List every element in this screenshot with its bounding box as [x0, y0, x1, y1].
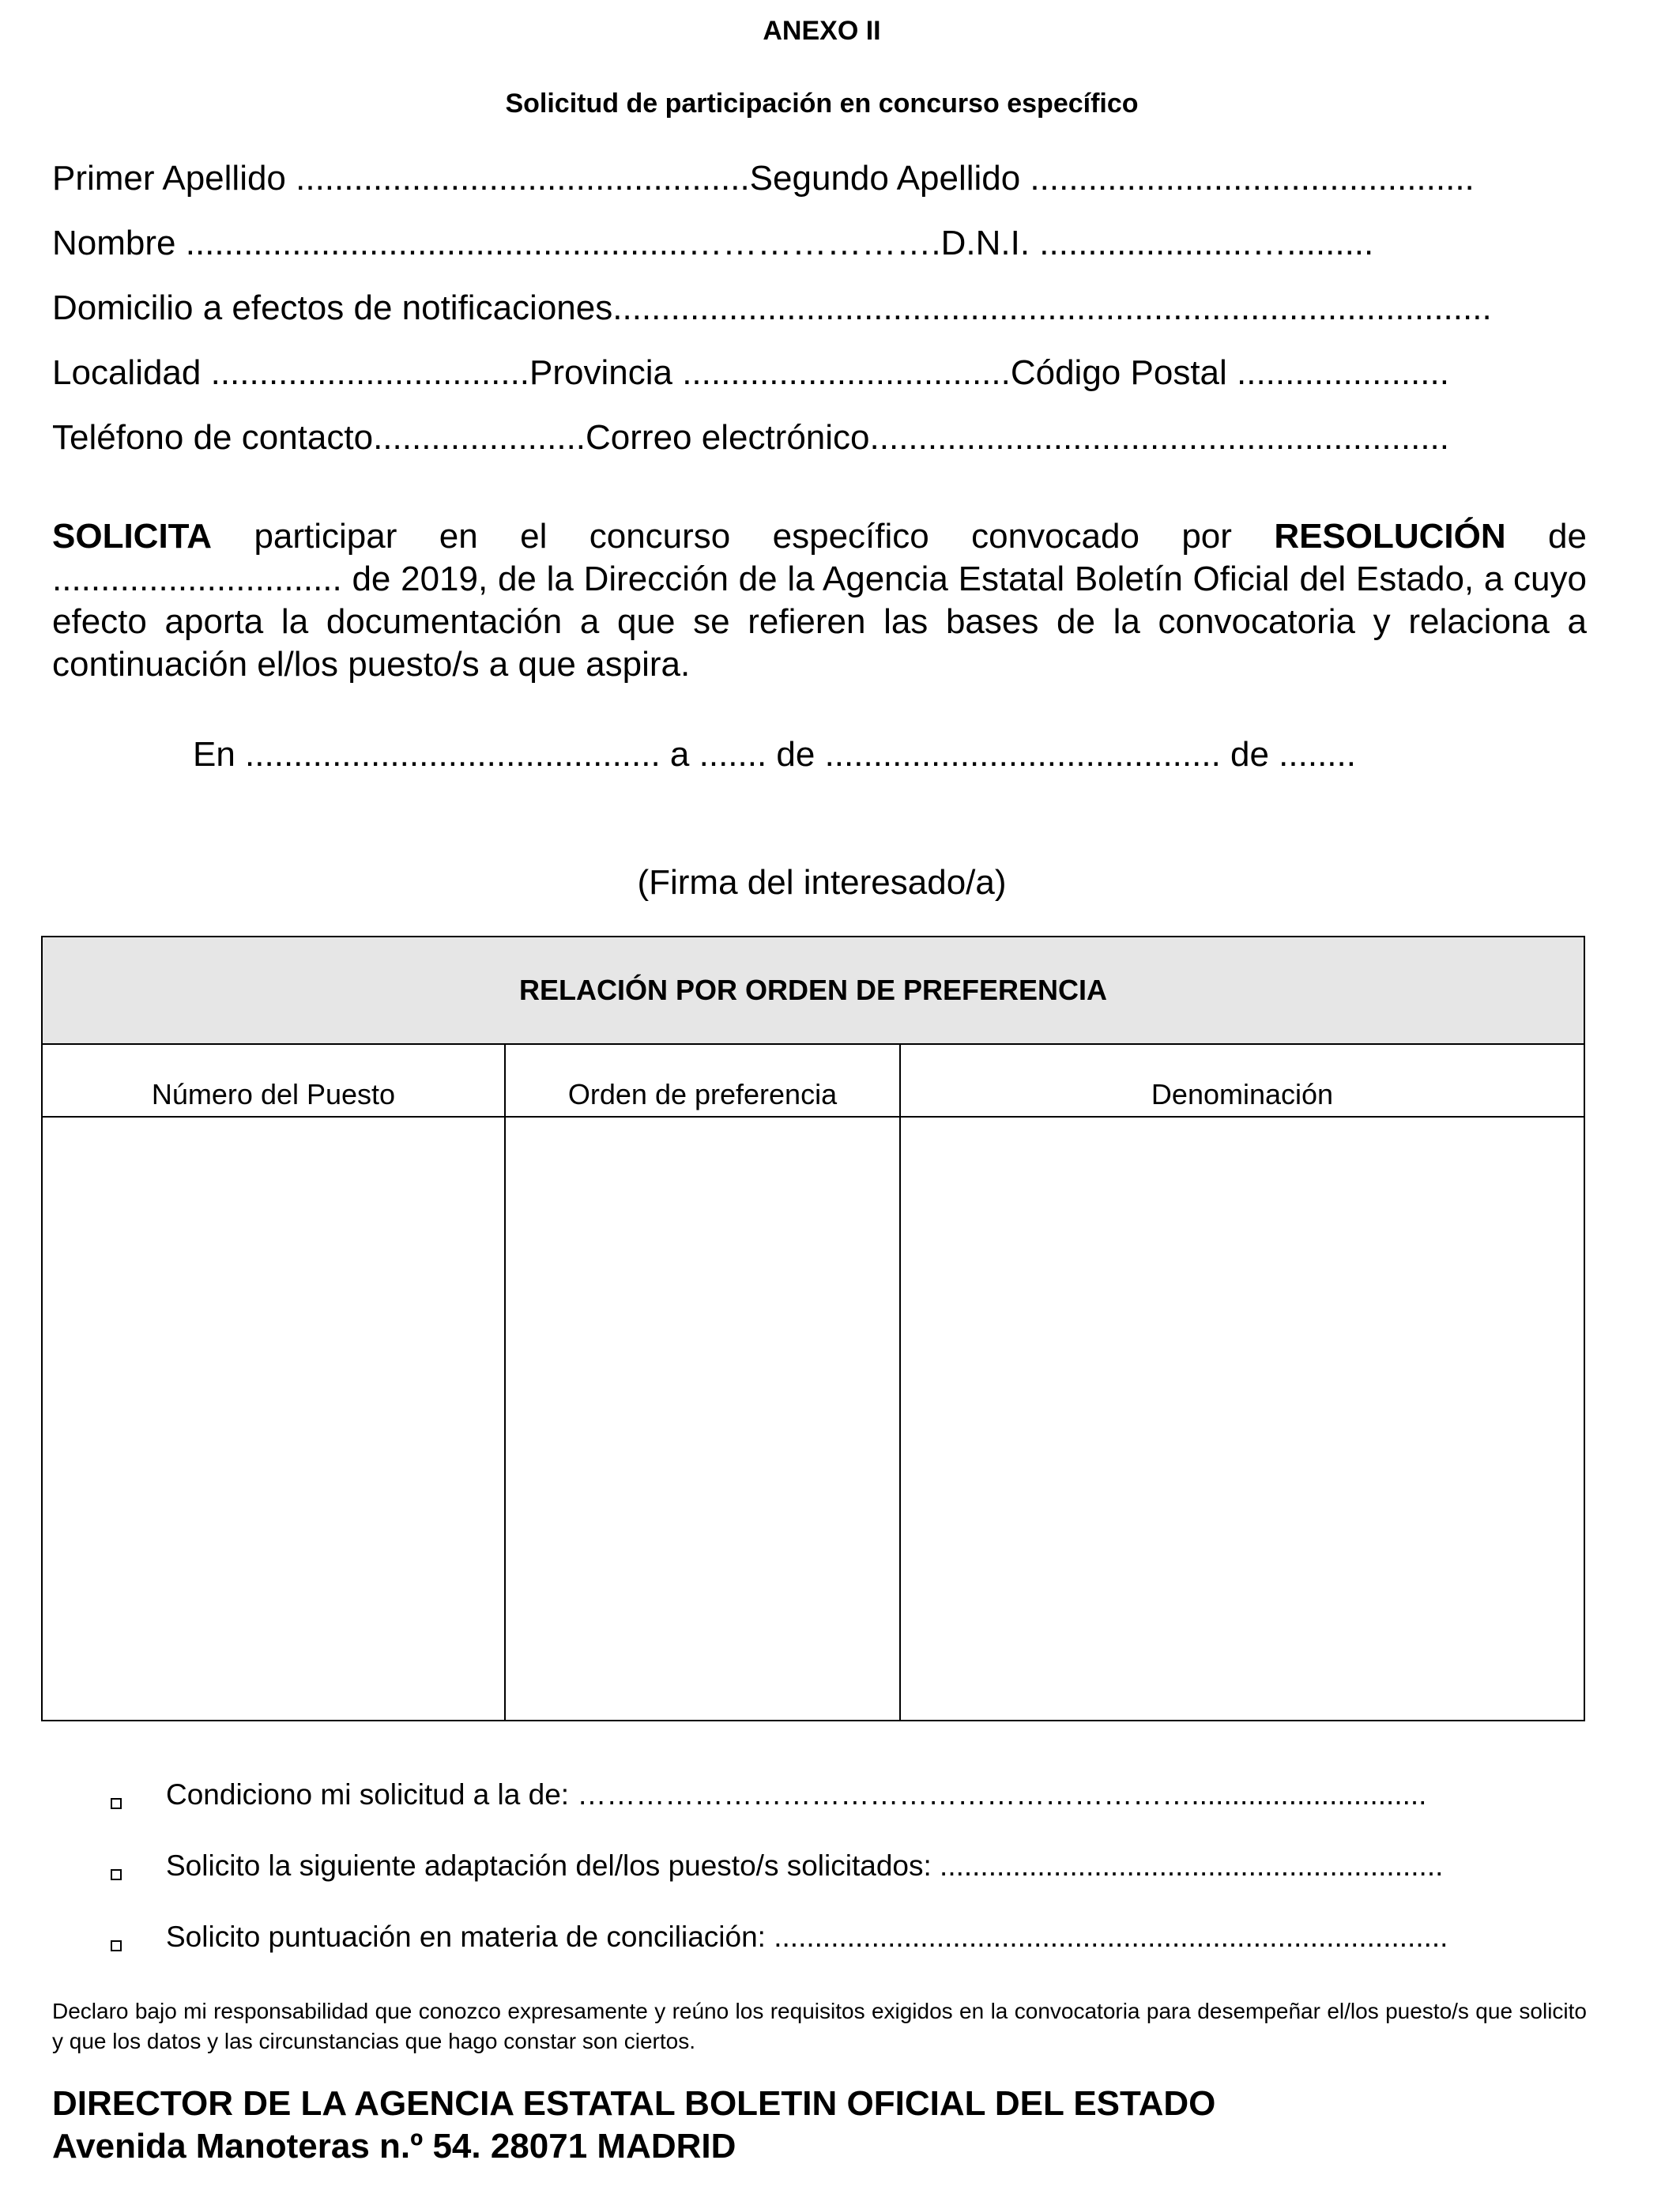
orden-cell[interactable]: [506, 1119, 899, 1720]
signature-label: (Firma del interesado/a): [637, 863, 1007, 902]
checkbox-condiciono[interactable]: [111, 1798, 122, 1809]
resolucion-label: RESOLUCIÓN: [1274, 517, 1506, 556]
name-dni-line: Nombre ....................................................………………….D.N.I. ......................….........: [52, 224, 1374, 262]
puesto-cell[interactable]: [43, 1119, 504, 1720]
option-condiciono: Condiciono mi solicitud a la de: ……………………………………………………….............................: [166, 1778, 1427, 1811]
checkbox-conciliacion[interactable]: [111, 1940, 122, 1951]
place-date-line: En ........................................... a ....... de ......................................... de ........: [193, 735, 1356, 774]
declaration-text: Declaro bajo mi responsabilidad que conozco expresamente y reúno los requisitos exigidos en la convocatoria para desempeñar el/los puesto/s que solicito y que los datos y las circunstancias que hago constar son ciertos.: [52, 1999, 1587, 2053]
denominacion-cell[interactable]: [901, 1119, 1584, 1720]
locality-line: Localidad .................................Provincia ..................................Código Postal ......................: [52, 353, 1449, 392]
table-title: RELACIÓN POR ORDEN DE PREFERENCIA: [43, 937, 1584, 1045]
request-text-1: participar en el concurso específico convocado por: [212, 517, 1275, 556]
option-conciliacion: Solicito puntuación en materia de conciliación: ...................................................................................: [166, 1921, 1448, 1953]
addressee-line-2: Avenida Manoteras n.º 54. 28071 MADRID: [52, 2127, 736, 2166]
contact-line: Teléfono de contacto......................Correo electrónico............................................................: [52, 418, 1449, 457]
request-text-2: de .............................. de 2019, de la Dirección de la Agencia Estatal Boletín Oficial del Estado, a cuyo efecto aporta la documentación a que se refieren las bases de la convocatoria y relaciona a continuación el/los puesto/s a que aspira.: [52, 517, 1587, 684]
addressee-line-1: DIRECTOR DE LA AGENCIA ESTATAL BOLETIN OFICIAL DEL ESTADO: [52, 2084, 1216, 2123]
option-adaptacion: Solicito la siguiente adaptación del/los puesto/s solicitados: ..............................................................: [166, 1849, 1444, 1882]
column-header-puesto: Número del Puesto: [43, 1045, 504, 1118]
form-subtitle: Solicitud de participación en concurso específico: [505, 89, 1139, 119]
address-line: Domicilio a efectos de notificaciones...........................................................................................: [52, 288, 1492, 327]
checkbox-adaptacion[interactable]: [111, 1869, 122, 1880]
request-paragraph: [52, 515, 1587, 686]
column-header-orden: Orden de preferencia: [504, 1045, 901, 1118]
preference-table: [41, 936, 1585, 1721]
surnames-line: Primer Apellido ...............................................Segundo Apellido ..............................................: [52, 159, 1475, 198]
annex-title: ANEXO II: [763, 16, 881, 46]
column-header-denominacion: Denominación: [901, 1045, 1584, 1118]
solicita-label: SOLICITA: [52, 517, 213, 556]
